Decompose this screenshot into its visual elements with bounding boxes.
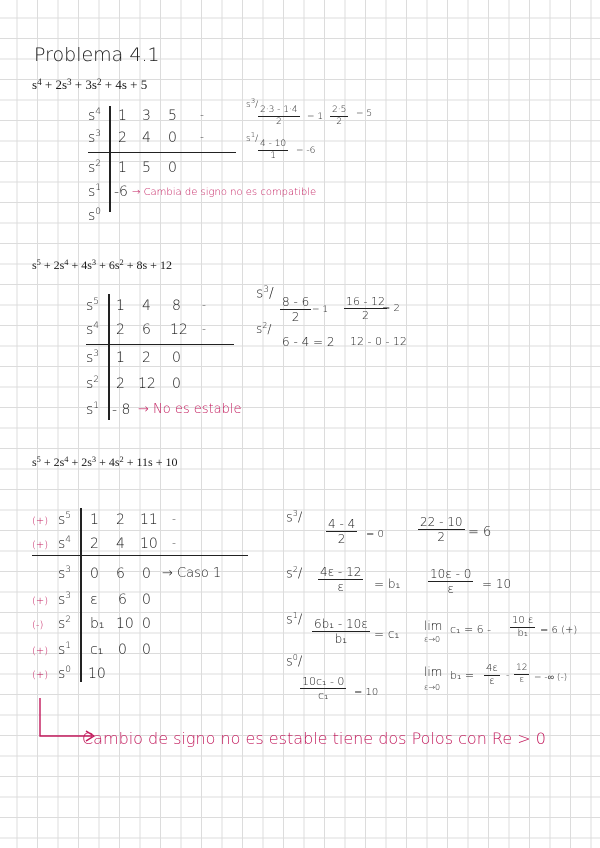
fraction-result: = 1 — [312, 305, 329, 315]
limit-body: b₁ = — [450, 669, 475, 682]
side-label-s2: $s^2/$ — [256, 321, 272, 336]
fraction: $\frac{10\varepsilon - 0}{\varepsilon}$ — [430, 567, 472, 596]
fraction: $\frac{4 - 10}{1}$ — [260, 139, 287, 161]
fraction: $\frac{8 - 6}{2}$ — [282, 295, 310, 324]
caso-note: → Caso 1 — [162, 566, 222, 581]
side-label-s2: $s^1/$ — [246, 131, 259, 144]
table-divider-vertical — [80, 508, 82, 682]
fraction-result: = c₁ — [374, 627, 400, 641]
limit-subscript: ε→0 — [424, 683, 441, 692]
fraction: $\frac{2\cdot 3 - 1\cdot 4}{2}$ — [260, 105, 298, 127]
fraction-result: = 10 — [354, 687, 379, 698]
polynomial-3: $s^5 + 2s^4 + 2s^3 + 4s^2 + 11s + 10$ — [32, 455, 178, 469]
side-label-s2: $s^2/$ — [286, 565, 303, 582]
fraction-result: = 0 — [366, 529, 384, 540]
fraction: $\frac{\text{6b₁ - 10ε}}{\text{b₁}}$ — [314, 617, 368, 646]
fraction: $\frac{\text{10c₁ - 0}}{\text{c₁}}$ — [302, 675, 345, 702]
table-divider-horizontal — [88, 152, 236, 153]
table-note-1: → Cambia de signo no es compatible — [132, 187, 317, 198]
fraction: $\frac{4\varepsilon}{\varepsilon}$ — [486, 663, 498, 687]
polynomial-1: $s^4 + 2s^3 + 3s^2 + 4s + 5$ — [32, 76, 148, 92]
fraction: $\frac{4 - 4}{2}$ — [328, 517, 356, 546]
side-label-s1: $s^1/$ — [286, 611, 303, 628]
routh-table-2: $s^5$ 1 4 8 - $s^4$ 2 6 12 - $s^3$ 1 2 0 $s^2$ 2 12 0 $s^1$ - 8 → No es estable — [86, 294, 256, 424]
table-divider-vertical — [109, 106, 111, 212]
routh-table-3: (+) $s^5$ 1 2 11 - (+) $s^4$ 2 4 10 - $s^3$ 0 6 0 → Caso 1 (+) $s^3$ ε 6 0 (-) $s^2$ b₁ 10 0 (+) $s^1$ c₁ 0 0 (+) $s^0$ 10 — [32, 508, 262, 688]
table-divider-horizontal — [32, 555, 248, 556]
fraction-result: = -∞ (-) — [534, 673, 568, 683]
limit-label: lim — [424, 619, 443, 633]
fraction: $\frac{2\cdot 5}{2}$ — [332, 105, 347, 127]
side-label-s3: $s^3/$ — [256, 285, 274, 302]
fraction-result: = -6 — [296, 146, 316, 156]
calc-line: 12 - 0 - 12 — [350, 335, 407, 348]
fraction: $\frac{12}{\varepsilon}$ — [516, 663, 528, 685]
table-divider-horizontal — [86, 344, 234, 345]
calc-line: 6 - 4 = 2 — [282, 335, 335, 349]
side-label-s0: $s^0/$ — [286, 653, 303, 670]
side-label-s3: $s^3/$ — [246, 97, 259, 110]
fraction-result: = 10 — [482, 577, 512, 591]
calc-operator: - — [506, 671, 510, 681]
fraction: $\frac{16 - 12}{2}$ — [346, 295, 385, 322]
table-note-2: → No es estable — [138, 402, 242, 417]
conclusion-text: Cambio de signo no es estable tiene dos Polos con Re > 0 — [82, 729, 546, 748]
page-title: Problema 4.1 — [34, 44, 160, 66]
limit-body: c₁ = 6 - — [450, 623, 492, 636]
routh-table-1: $s^4$ 1 3 5 - $s^3$ 2 4 0 - $s^2$ 1 5 0 $s^1$ -6 → Cambia de signo no es compatible $s^0$ — [88, 107, 317, 224]
fraction-result: = 1 — [307, 112, 324, 122]
limit-subscript: ε→0 — [424, 635, 441, 644]
fraction: $\frac{10 \varepsilon}{\text{b₁}}$ — [512, 615, 534, 639]
fraction: $\frac{22 - 10}{2}$ — [420, 515, 463, 544]
side-label-s3: $s^3/$ — [286, 509, 303, 526]
fraction-result: = 6 — [468, 525, 492, 540]
fraction-result: = 5 — [356, 109, 373, 119]
limit-label: lim — [424, 665, 443, 679]
fraction-result: = b₁ — [374, 577, 401, 591]
fraction-result: = 2 — [382, 303, 400, 314]
polynomial-2: $s^5 + 2s^4 + 4s^3 + 6s^2 + 8s + 12$ — [32, 258, 172, 272]
table-divider-vertical — [108, 294, 110, 420]
fraction: $\frac{4\varepsilon - 12}{\varepsilon}$ — [320, 565, 362, 594]
fraction-result: = 6 (+) — [540, 625, 578, 636]
